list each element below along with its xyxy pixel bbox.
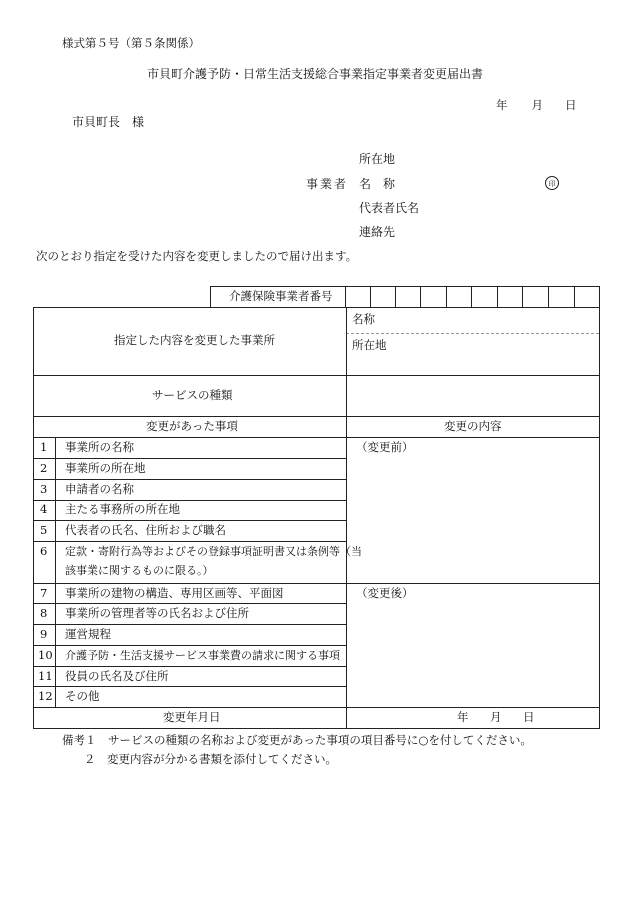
applicant-address-label: 所在地 <box>359 152 396 166</box>
note-1: 備考１ サービスの種類の名称および変更があった事項の項目番号に○を付してください。 <box>62 733 532 747</box>
form-number: 様式第５号（第５条関係） <box>62 36 200 50</box>
intro-text: 次のとおり指定を受けた内容を変更しましたので届け出ます。 <box>36 249 358 263</box>
date-day: 日 <box>565 98 577 112</box>
item-number: 2 <box>40 461 48 475</box>
change-date-day: 日 <box>523 710 535 724</box>
before-change-label: （変更前） <box>356 440 414 454</box>
item-number: 9 <box>40 627 48 641</box>
item-text: 事業所の管理者等の氏名および住所 <box>65 606 249 620</box>
item-text: 事業所の建物の構造、専用区画等、平面図 <box>65 586 284 600</box>
item-number: 1 <box>40 440 48 454</box>
change-content-header: 変更の内容 <box>444 419 502 433</box>
item-number: 8 <box>40 606 48 620</box>
change-date-month: 月 <box>490 710 502 724</box>
date-month: 月 <box>531 98 543 112</box>
date-year: 年 <box>496 98 508 112</box>
service-type-label: サービスの種類 <box>152 388 233 402</box>
item-number: 5 <box>40 523 48 537</box>
submission-date <box>496 99 577 113</box>
item-text: その他 <box>65 689 100 703</box>
item-number: 11 <box>38 669 53 683</box>
item-text: 主たる事務所の所在地 <box>65 502 180 516</box>
insurance-number-label: 介護保険事業者番号 <box>229 289 333 303</box>
applicant-contact-label: 連絡先 <box>359 225 396 239</box>
applicant-label: 事業者 <box>306 177 349 191</box>
item-number: 6 <box>40 544 48 558</box>
item-text: 申請者の名称 <box>65 482 134 496</box>
office-label: 指定した内容を変更した事業所 <box>114 333 275 347</box>
item-text: 役員の氏名及び住所 <box>65 669 169 683</box>
seal-icon: 印 <box>545 176 559 190</box>
changed-items-header: 変更があった事項 <box>146 419 238 433</box>
item-number: 7 <box>40 586 48 600</box>
item-text: 事業所の名称 <box>65 440 134 454</box>
item-text: 運営規程 <box>65 627 111 641</box>
item-text: 介護予防・生活支援サービス事業費の請求に関する事項 <box>65 649 340 662</box>
change-date-year: 年 <box>457 710 469 724</box>
office-address-label: 所在地 <box>352 338 387 352</box>
item-text-continued: 該事業に関するものに限る。） <box>65 564 214 577</box>
office-name-label: 名称 <box>352 312 375 326</box>
document-title: 市貝町介護予防・日常生活支援総合事業指定事業者変更届出書 <box>146 67 483 81</box>
item-number: 12 <box>38 689 53 703</box>
applicant-representative-label: 代表者氏名 <box>359 201 420 215</box>
item-text: 代表者の氏名、住所および職名 <box>65 523 226 537</box>
item-text: 事業所の所在地 <box>65 461 146 475</box>
after-change-label: （変更後） <box>356 586 414 600</box>
recipient: 市貝町長 様 <box>72 115 145 129</box>
applicant-name-label: 名 称 <box>359 177 396 191</box>
change-date-label: 変更年月日 <box>163 710 221 724</box>
item-number: 3 <box>40 482 48 496</box>
item-number: 4 <box>40 502 48 516</box>
item-number: 10 <box>38 648 53 662</box>
note-2: ２ 変更内容が分かる書類を添付してください。 <box>84 752 337 766</box>
item-text: 定款・寄附行為等およびその登録事項証明書又は条例等（当 <box>65 545 362 558</box>
